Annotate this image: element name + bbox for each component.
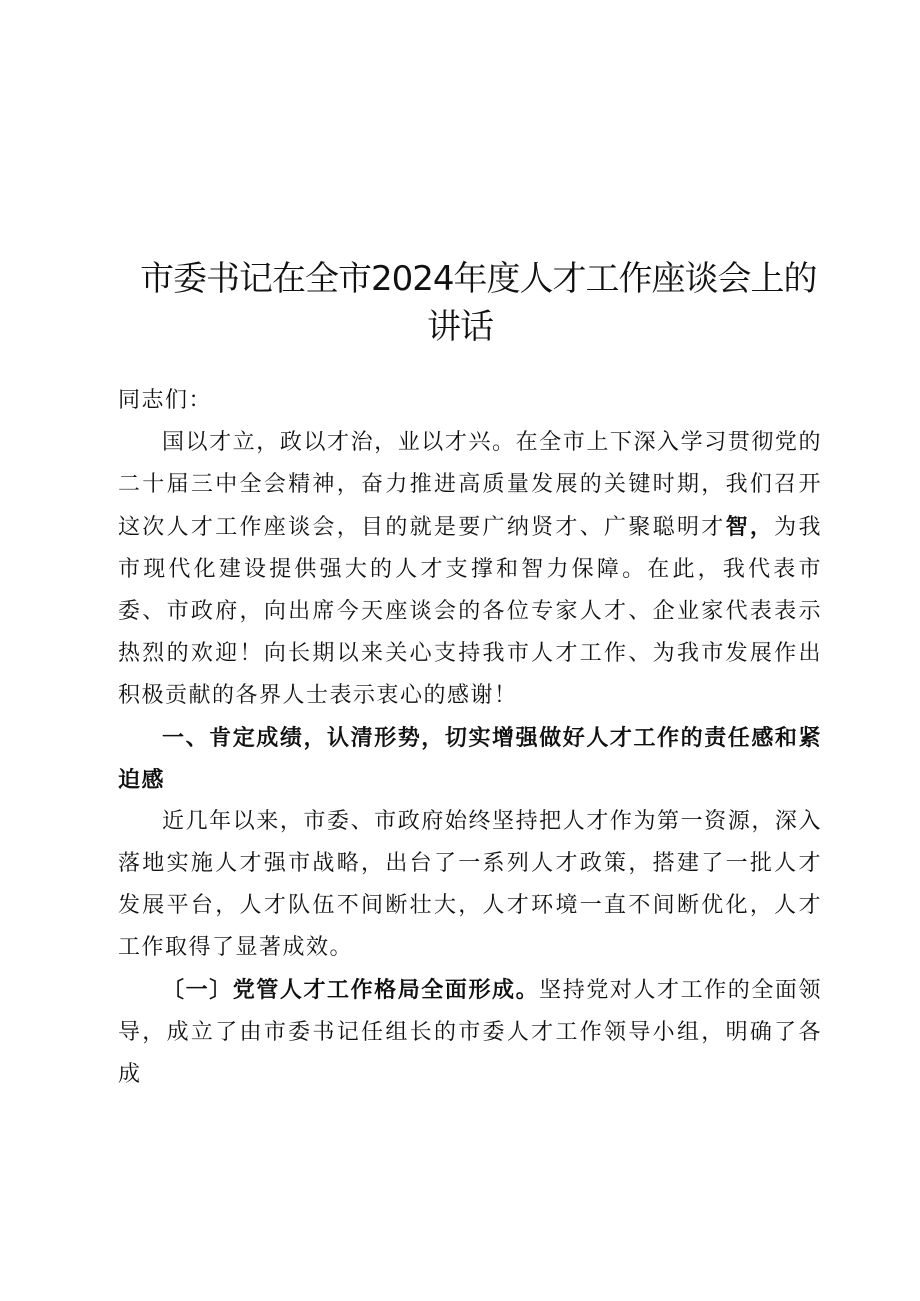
paragraph-opening-text-2: 为我市现代化建设提供强大的人才支撑和智力保障。在此，我代表市委、市政府，向出席今天座谈会的各位专家人才、企业家代表表示热烈的欢迎！向长期以来关心支持我市人才工作、为我市发展作出积极贡献的各界人士表示衷心的感谢！ xyxy=(118,515,822,708)
section-heading-1: 一、肯定成绩，认清形势，切实增强做好人才工作的责任感和紧迫感 xyxy=(118,725,822,793)
paragraph-achievements: 近几年以来，市委、市政府始终坚持把人才作为第一资源，深入落地实施人才强市战略，出台了一系列人才政策，搭建了一批人才发展平台，人才队伍不间断壮大，人才环境一直不间断优化，人才工作取得了显著成效。 xyxy=(118,809,822,960)
paragraph-opening-bold: 智， xyxy=(725,514,775,540)
subsection-heading-1: 〔一〕党管人才工作格局全面形成。 xyxy=(162,977,540,1003)
title-line-1: 市委书记在全市2024年度人才工作座谈会上的 xyxy=(140,259,817,299)
title-line-2: 讲话 xyxy=(427,307,493,347)
paragraph-opening xyxy=(118,422,822,717)
subsection-text-1: 坚持党对人才工作的全面领导，成立了由市委书记任组长的市委人才工作领导小组，明确了各成 xyxy=(118,978,822,1087)
salutation: 同志们： xyxy=(118,388,213,413)
paragraph-opening-text-1: 国以才立，政以才治，业以才兴。在全市上下深入学习贯彻党的二十届三中全会精神，奋力推进高质量发展的关键时期，我们召开这次人才工作座谈会，目的就是要广纳贤才、广聚聪明才 xyxy=(118,430,822,540)
paragraph-subsection-1 xyxy=(118,969,822,1096)
document-title xyxy=(140,255,817,351)
document-body xyxy=(118,380,822,1096)
